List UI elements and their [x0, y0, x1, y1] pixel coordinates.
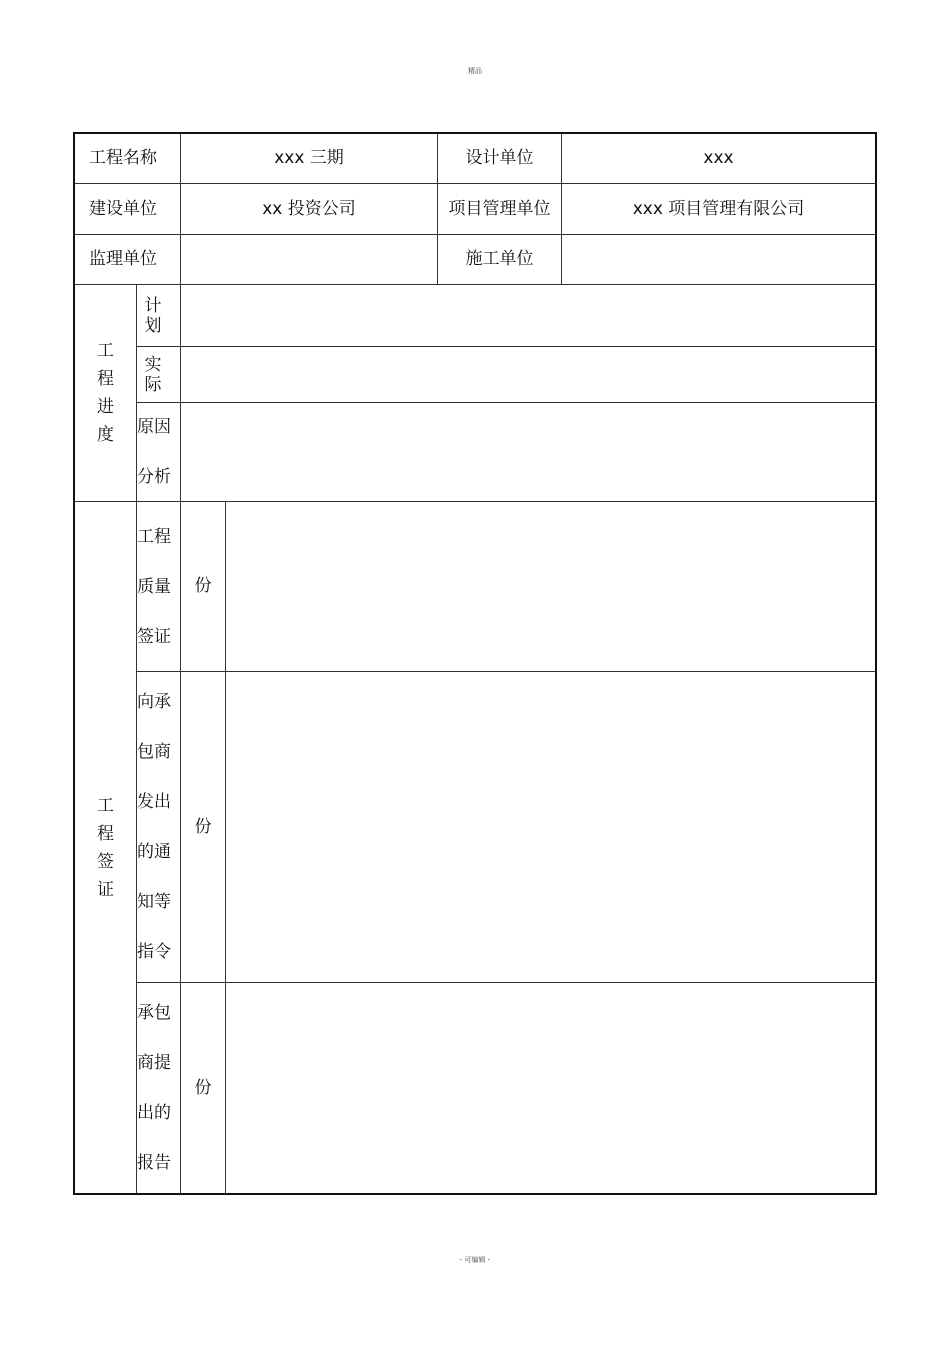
actual-value[interactable] [181, 347, 875, 402]
reason-line: 分析 [137, 467, 171, 487]
progress-section-label [75, 285, 136, 501]
notice-unit: 份 [194, 816, 212, 837]
notice-line: 指令 [137, 942, 171, 962]
construction-owner-value: xx 投资公司 [262, 198, 356, 219]
notice-line: 包商 [137, 742, 171, 762]
quality-line: 签证 [137, 626, 171, 647]
quality-content[interactable] [226, 502, 875, 671]
notice-line: 向承 [137, 692, 171, 712]
contractor-value[interactable] [562, 235, 875, 284]
progress-char: 度 [97, 425, 114, 445]
progress-char: 工 [97, 341, 114, 361]
reason-value[interactable] [181, 403, 875, 501]
pm-unit-value: xxx 项目管理有限公司 [632, 198, 805, 219]
report-line: 承包 [137, 1003, 171, 1023]
progress-char: 进 [97, 397, 114, 417]
design-unit-label: 设计单位 [465, 148, 534, 169]
reason-label [137, 403, 180, 501]
notice-line: 知等 [137, 892, 171, 912]
visa-char: 程 [97, 823, 114, 844]
project-name-value: xxx 三期 [274, 148, 344, 169]
notice-content[interactable] [226, 672, 875, 982]
project-name-label: 工程名称 [89, 148, 157, 169]
report-unit: 份 [194, 1077, 212, 1098]
pm-unit-label: 项目管理单位 [448, 198, 551, 219]
report-content[interactable] [226, 983, 875, 1193]
notice-line: 的通 [137, 842, 171, 862]
actual-char: 实 [144, 354, 162, 375]
reason-line: 原因 [137, 417, 171, 437]
report-line: 出的 [137, 1103, 171, 1123]
quality-line: 工程 [137, 526, 171, 547]
plan-value[interactable] [181, 285, 875, 346]
supervision-value[interactable] [181, 235, 437, 284]
construction-owner-label: 建设单位 [89, 198, 157, 219]
quality-visa-label [137, 502, 180, 671]
progress-char: 程 [97, 369, 114, 389]
page-header-mark: 精品 [468, 67, 482, 75]
notice-label [137, 672, 180, 982]
supervision-label: 监理单位 [89, 249, 157, 270]
quality-unit: 份 [194, 576, 212, 597]
actual-char: 际 [144, 374, 162, 395]
plan-char: 划 [144, 315, 162, 336]
report-line: 商提 [137, 1053, 171, 1073]
quality-line: 质量 [137, 576, 171, 597]
visa-section-label [75, 502, 136, 1193]
design-unit-value: xxx [703, 148, 734, 169]
actual-label [137, 347, 169, 402]
report-table [73, 132, 877, 1195]
notice-line: 发出 [137, 792, 171, 812]
visa-char: 工 [97, 795, 114, 816]
contractor-label: 施工单位 [465, 249, 534, 270]
plan-label [137, 285, 169, 346]
visa-char: 证 [97, 879, 114, 900]
plan-char: 计 [144, 295, 162, 316]
page-footer-mark: - 可编辑 - [459, 1256, 491, 1264]
visa-char: 签 [97, 851, 114, 872]
report-line: 报告 [137, 1153, 171, 1173]
report-label [137, 983, 180, 1193]
